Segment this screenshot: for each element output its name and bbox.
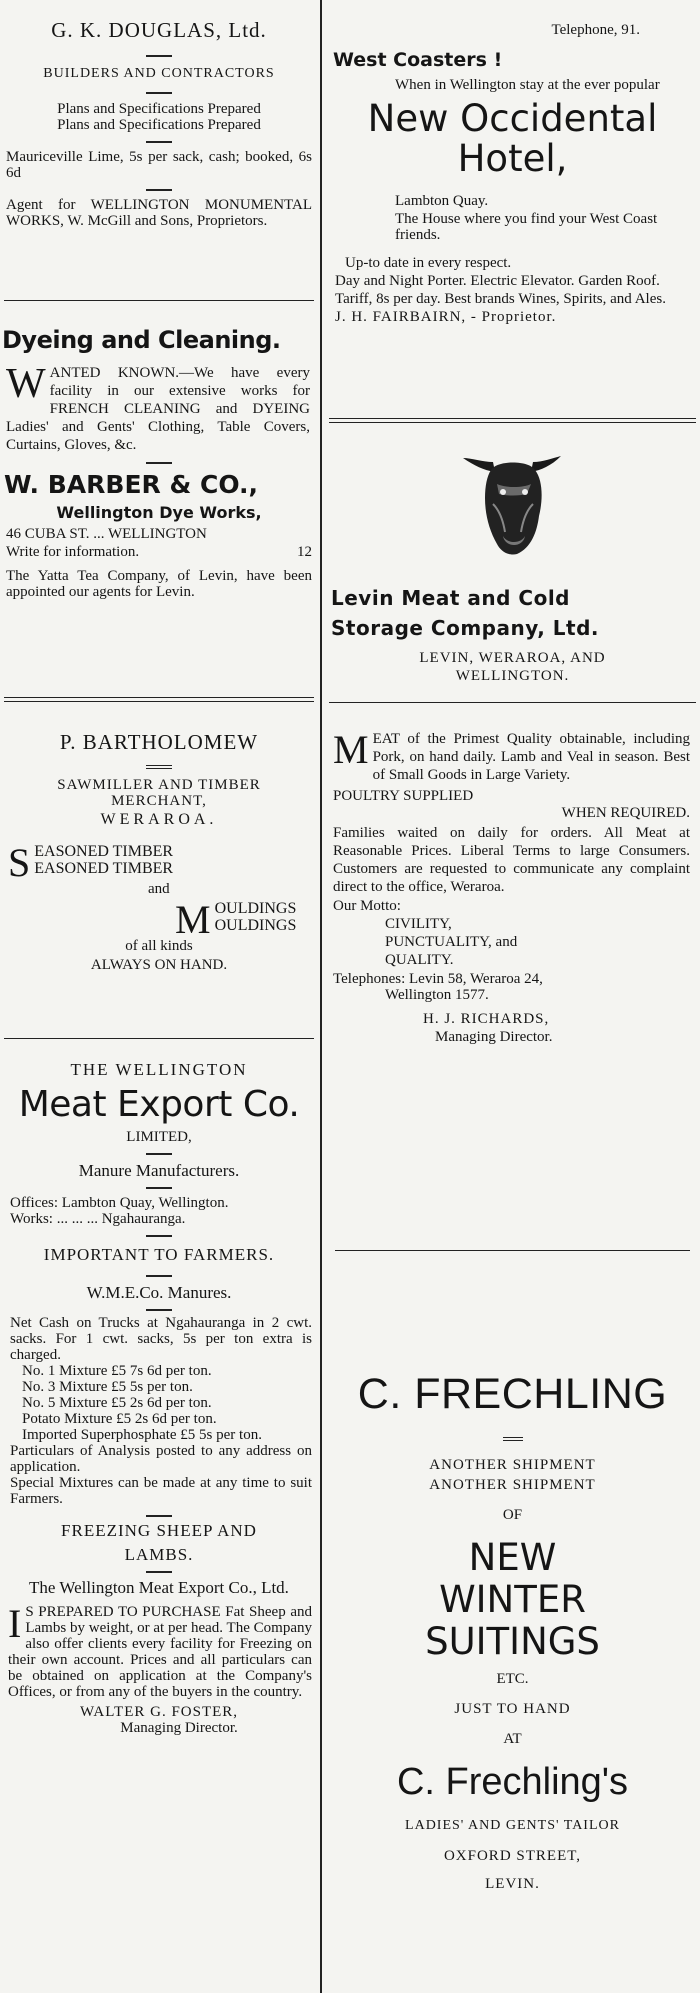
bull-head-icon	[453, 440, 573, 560]
hotel-telephone: Telephone, 91.	[551, 22, 640, 38]
levin-meat-text: EAT of the Primest Quality obtainable, including Pork, on hand daily. Lamb and Veal in season. Best of Small Goods in Large Variety.	[372, 731, 690, 783]
levin-advert-body	[325, 727, 700, 1045]
divider	[146, 1153, 172, 1155]
frechling-just: JUST TO HAND	[454, 1701, 571, 1717]
barber-ref: 12	[297, 544, 312, 560]
barber-advert	[0, 326, 318, 600]
meat-export-name: Meat Export Co.	[18, 1084, 300, 1125]
levin-families: Families waited on daily for orders. All Meat at Reasonable Prices. Liberal Terms to large Consumers. Customers are requested to communicate any complaint direct to the office, Weraroa.	[333, 825, 690, 895]
levin-motto: Our Motto:	[333, 898, 401, 914]
frechling-at: AT	[503, 1731, 522, 1747]
frechling-street: OXFORD STREET,	[443, 1848, 582, 1864]
divider	[146, 765, 172, 769]
divider	[146, 189, 172, 191]
bartholomew-and: and	[148, 881, 170, 897]
barber-yatta: The Yatta Tea Company, of Levin, have been appointed our agents for Levin.	[6, 568, 312, 600]
bartholomew-name: P. BARTHOLOMEW	[59, 730, 259, 754]
douglas-agent: Agent for WELLINGTON MONUMENTAL WORKS, W. McGill and Sons, Proprietors.	[6, 197, 312, 229]
bartholomew-hand: ALWAYS ON HAND.	[90, 957, 228, 973]
divider	[503, 1437, 523, 1441]
douglas-plans-1: Plans and Specifications Prepared	[57, 101, 261, 117]
bull-head-illustration	[453, 440, 573, 560]
price-item: No. 3 Mixture £5 5s per ton.	[22, 1379, 193, 1395]
meat-export-special: Special Mixtures can be made at any time to suit Farmers.	[10, 1475, 312, 1507]
meat-export-limited: LIMITED,	[126, 1129, 192, 1145]
levin-poultry-2: WHEN REQUIRED.	[561, 805, 690, 821]
hotel-coasters: West Coasters !	[333, 49, 503, 71]
meat-export-prepared-text: S PREPARED TO PURCHASE Fat Sheep and Lambs by weight, or at per head. The Company also offer clients every facility for Freezing on their own account. Prices and all particulars can be obtained on application at the Company's Offices, or from any of the buyers in the country.	[8, 1604, 312, 1700]
price-item: Potato Mixture £5 2s 6d per ton.	[22, 1411, 217, 1427]
frechling-new-2: WINTER	[439, 1578, 586, 1621]
barber-wanted-text: ANTED KNOWN.—We have every facility in our extensive works for FRENCH CLEANING and DYEING Ladies' and Gents' Clothing, Table Covers, Curtains, Gloves, &c.	[6, 365, 310, 453]
rule	[4, 300, 314, 301]
barber-wanted	[6, 361, 310, 454]
levin-name-2: Storage Company, Ltd.	[331, 616, 599, 640]
divider	[146, 1235, 172, 1237]
hotel-house: The House where you find your West Coast friends.	[395, 211, 658, 243]
motto-item: PUNCTUALITY, and	[385, 934, 518, 950]
meat-export-director: Managing Director.	[120, 1720, 238, 1736]
meat-export-the: THE WELLINGTON	[70, 1060, 248, 1079]
meat-export-freezing-1: FREEZING SHEEP AND	[61, 1521, 257, 1540]
levin-name-1: Levin Meat and Cold	[331, 586, 570, 610]
frechling-name: C. FRECHLING	[357, 1370, 668, 1418]
levin-poultry-1: POULTRY SUPPLIED	[333, 788, 474, 804]
motto-item: CIVILITY,	[385, 916, 452, 932]
levin-advert	[325, 440, 700, 684]
frechling-shop: C. Frechling's	[396, 1761, 629, 1803]
mouldings-line-1: OULDINGS	[214, 900, 297, 917]
meat-export-foster: WALTER G. FOSTER,	[79, 1704, 239, 1720]
rule	[4, 1038, 314, 1039]
frechling-new-1: NEW	[468, 1536, 557, 1579]
barber-address: 46 CUBA ST. ... WELLINGTON	[6, 526, 207, 542]
seasoned-line-1: EASONED TIMBER	[34, 843, 174, 860]
price-item: No. 1 Mixture £5 7s 6d per ton.	[22, 1363, 212, 1379]
rule	[335, 1250, 690, 1251]
frechling-new-3: SUITINGS	[425, 1620, 600, 1663]
divider	[146, 141, 172, 143]
frechling-etc: ETC.	[496, 1671, 529, 1687]
douglas-lime: Mauriceville Lime, 5s per sack, cash; booked, 6s 6d	[6, 149, 312, 181]
price-list	[22, 1363, 312, 1443]
hotel-advert	[325, 22, 700, 325]
frechling-tailor: LADIES' AND GENTS' TAILOR	[405, 1818, 620, 1833]
hotel-tariff: Tariff, 8s per day. Best brands Wines, Spirits, and Ales.	[335, 291, 666, 307]
seasoned-line-2: EASONED TIMBER	[34, 860, 174, 877]
douglas-trade: BUILDERS AND CONTRACTORS	[43, 66, 275, 81]
douglas-advert	[0, 18, 318, 229]
bartholomew-kinds: of all kinds	[125, 938, 193, 954]
seasoned-timber	[8, 840, 318, 885]
bartholomew-trade-2: MERCHANT,	[111, 793, 207, 809]
bartholomew-town: WERAROA.	[100, 811, 218, 828]
motto-item: QUALITY.	[385, 952, 454, 968]
meat-export-company: The Wellington Meat Export Co., Ltd.	[29, 1578, 289, 1597]
meat-export-offices: Offices: Lambton Quay, Wellington.	[10, 1195, 229, 1211]
divider	[146, 1515, 172, 1517]
barber-heading: Dyeing and Cleaning.	[2, 326, 281, 354]
barber-name: W. BARBER & CO.,	[4, 470, 259, 499]
frechling-of: OF	[502, 1507, 523, 1523]
frechling-advert	[325, 1370, 700, 1892]
price-item: Imported Superphosphate £5 5s per ton.	[22, 1427, 262, 1443]
dropcap: M	[333, 727, 369, 772]
barber-works: Wellington Dye Works,	[56, 503, 262, 522]
divider	[146, 1275, 172, 1277]
frechling-town: LEVIN.	[485, 1876, 540, 1892]
divider	[146, 55, 172, 57]
meat-export-advert	[0, 1060, 318, 1736]
meat-export-manure: Manure Manufacturers.	[78, 1161, 240, 1180]
hotel-when: When in Wellington stay at the ever popular	[395, 77, 660, 93]
douglas-name: G. K. DOUGLAS, Ltd.	[51, 18, 267, 42]
hotel-name-2: Hotel,	[457, 137, 568, 180]
levin-meat	[333, 727, 690, 784]
column-rule	[320, 0, 322, 1993]
dropcap: W	[6, 361, 46, 407]
hotel-porter: Day and Night Porter. Electric Elevator. Garden Roof.	[335, 273, 660, 289]
levin-towns-1: LEVIN, WERAROA, AND	[419, 650, 606, 666]
levin-phones-1: Telephones: Levin 58, Weraroa 24,	[333, 971, 543, 987]
frechling-ship-1: ANOTHER SHIPMENT	[429, 1457, 596, 1473]
hotel-street: Lambton Quay.	[395, 193, 489, 209]
mouldings-line-2: OULDINGS	[214, 917, 297, 934]
meat-export-wme: W.M.E.Co. Manures.	[86, 1283, 232, 1302]
dropcap: I	[8, 1601, 22, 1646]
divider	[146, 1187, 172, 1189]
motto-list	[385, 915, 700, 969]
meat-export-prepared	[8, 1601, 312, 1700]
meat-export-analysis: Particulars of Analysis posted to any address on application.	[10, 1443, 312, 1475]
levin-director: Managing Director.	[435, 1029, 553, 1045]
meat-export-net-cash: Net Cash on Trucks at Ngahauranga in 2 cwt. sacks. For 1 cwt. sacks, 5s per ton extra is charged.	[10, 1315, 312, 1363]
mouldings	[175, 897, 318, 942]
meat-export-works: Works: ... ... ... Ngahauranga.	[10, 1211, 186, 1227]
rule	[329, 418, 696, 423]
levin-towns-2: WELLINGTON.	[455, 668, 570, 684]
divider	[146, 1571, 172, 1573]
dropcap: S	[8, 840, 31, 885]
douglas-plans-2: Plans and Specifications Prepared	[57, 117, 261, 133]
levin-phones-2: Wellington 1577.	[385, 987, 489, 1003]
hotel-proprietor: J. H. FAIRBAIRN, - Proprietor.	[335, 309, 557, 325]
rule	[329, 702, 696, 703]
divider	[146, 92, 172, 94]
rule	[4, 697, 314, 702]
meat-export-freezing-2: LAMBS.	[124, 1545, 194, 1564]
dropcap: M	[175, 897, 211, 942]
hotel-uptodate: Up-to date in every respect.	[345, 255, 512, 271]
divider	[146, 1309, 172, 1311]
bartholomew-trade-1: SAWMILLER AND TIMBER	[57, 777, 261, 793]
barber-write-row	[6, 544, 312, 560]
meat-export-important: IMPORTANT TO FARMERS.	[43, 1245, 275, 1264]
hotel-name-1: New Occidental	[367, 97, 658, 140]
frechling-ship-2: ANOTHER SHIPMENT	[429, 1477, 596, 1493]
levin-richards: H. J. RICHARDS,	[423, 1011, 550, 1027]
bartholomew-advert	[0, 730, 318, 973]
barber-write: Write for information.	[6, 544, 140, 560]
price-item: No. 5 Mixture £5 2s 6d per ton.	[22, 1395, 212, 1411]
divider	[146, 462, 172, 464]
